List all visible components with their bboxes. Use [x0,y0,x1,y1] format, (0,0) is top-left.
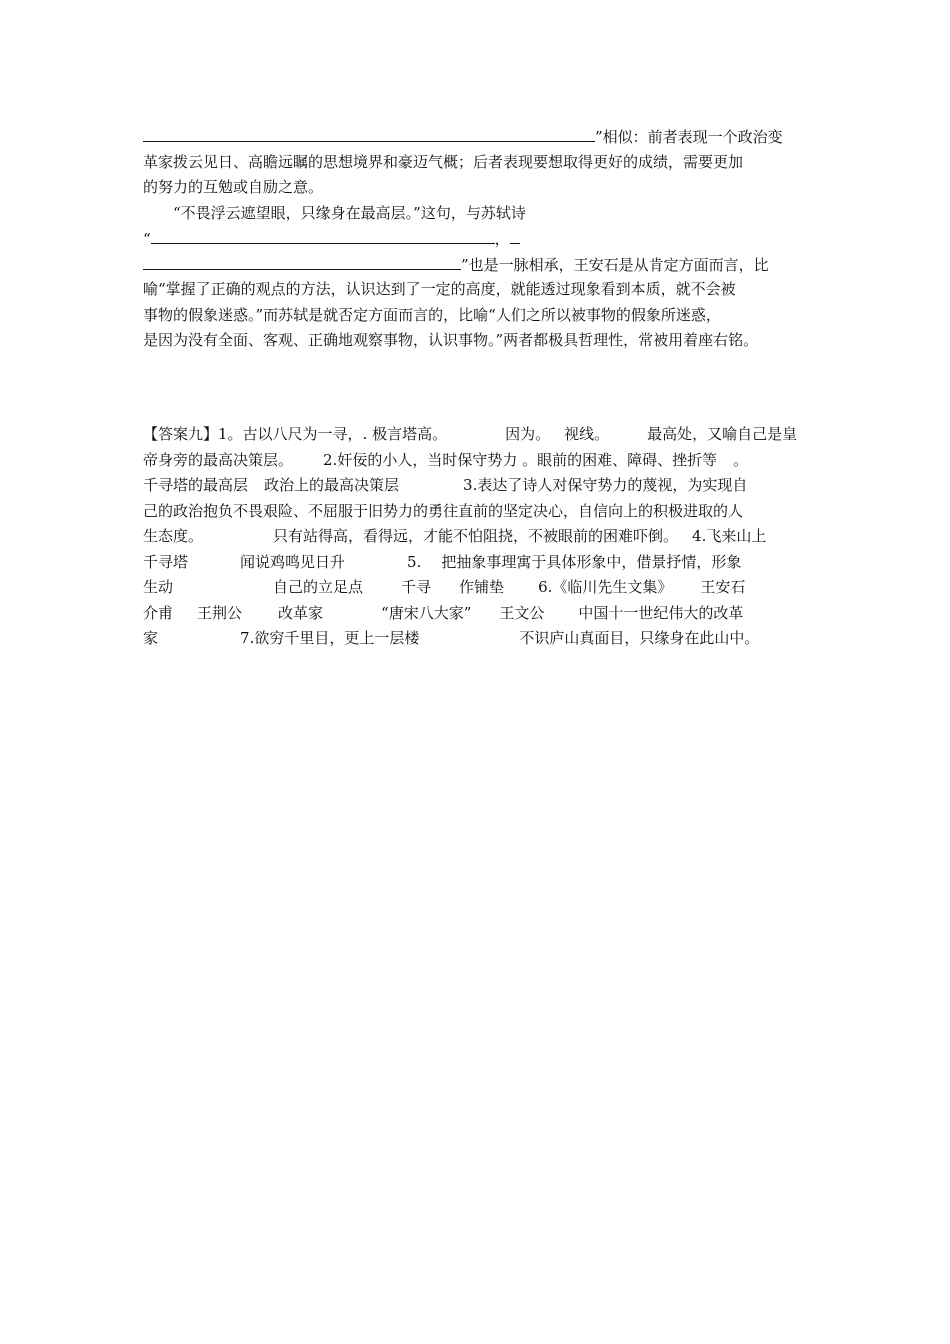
text-line: 的努力的互勉或自励之意。 [143,178,324,196]
answer-line: 生动 自己的立足点 千寻 作铺垫 6.《临川先生文集》 王安石 [143,578,746,596]
text-line: 是因为没有全面、客观、正确地观察事物，认识事物。”两者都极具哲理性，常被用着座右铭。 [143,331,759,349]
text-line: 喻“掌握了正确的观点的方法，认识达到了一定的高度，就能透过现象看到本质，就不会被 [143,280,736,298]
text-line: “ ， [143,226,807,252]
answer-line: 介甫 王荆公 改革家 “唐宋八大家” 王文公 中国十一世纪伟大的改革 [143,603,744,622]
text-line: ”也是一脉相承，王安石是从肯定方面而言，比 [143,252,807,278]
text-line: 革家拨云见日、高瞻远瞩的思想境界和豪迈气概；后者表现要想取得更好的成绩，需要更加 [143,152,744,171]
text-line: 事物的假象迷惑。”而苏轼是就否定方面而言的，比喻“人们之所以被事物的假象所迷惑， [143,305,721,324]
fill-in-blank [151,226,495,244]
answer-line: 【答案九】1。古以八尺为一寻，. 极言塔高。 因为。 视线。 最高处，又喻自己是皇 [143,425,798,443]
text-line: “不畏浮云遮望眼，只缘身在最高层。”这句，与苏轼诗 [173,203,526,222]
answer-line: 生态度。 只有站得高，看得远，才能不怕阻挠，不被眼前的困难吓倒。 4.飞来山上 [143,527,767,545]
fill-in-blank [143,252,461,270]
answer-line: 家 7.欲穷千里目，更上一层楼 不识庐山真面目，只缘身在此山中。 [143,629,760,647]
answer-line: 千寻塔的最高层 政治上的最高决策层 3.表达了诗人对保守势力的蔑视，为实现自 [143,476,748,494]
text-line: ”相似：前者表现一个政治变 [143,124,807,150]
answer-section [143,422,807,652]
fill-in-blank [143,124,595,142]
answer-line: 帝身旁的最高决策层。 2.奸佞的小人，当时保守势力 。眼前的困难、障碍、挫折等 。 [143,450,749,469]
answer-line: 己的政治抱负不畏艰险、不屈服于旧势力的勇往直前的坚定决心，自信向上的积极进取的人 [143,501,744,520]
answer-line: 千寻塔 闻说鸡鸣见日升 5. 把抽象事理寓于具体形象中，借景抒情，形象 [143,552,742,571]
question-text [143,124,807,354]
fill-in-blank [510,226,520,244]
